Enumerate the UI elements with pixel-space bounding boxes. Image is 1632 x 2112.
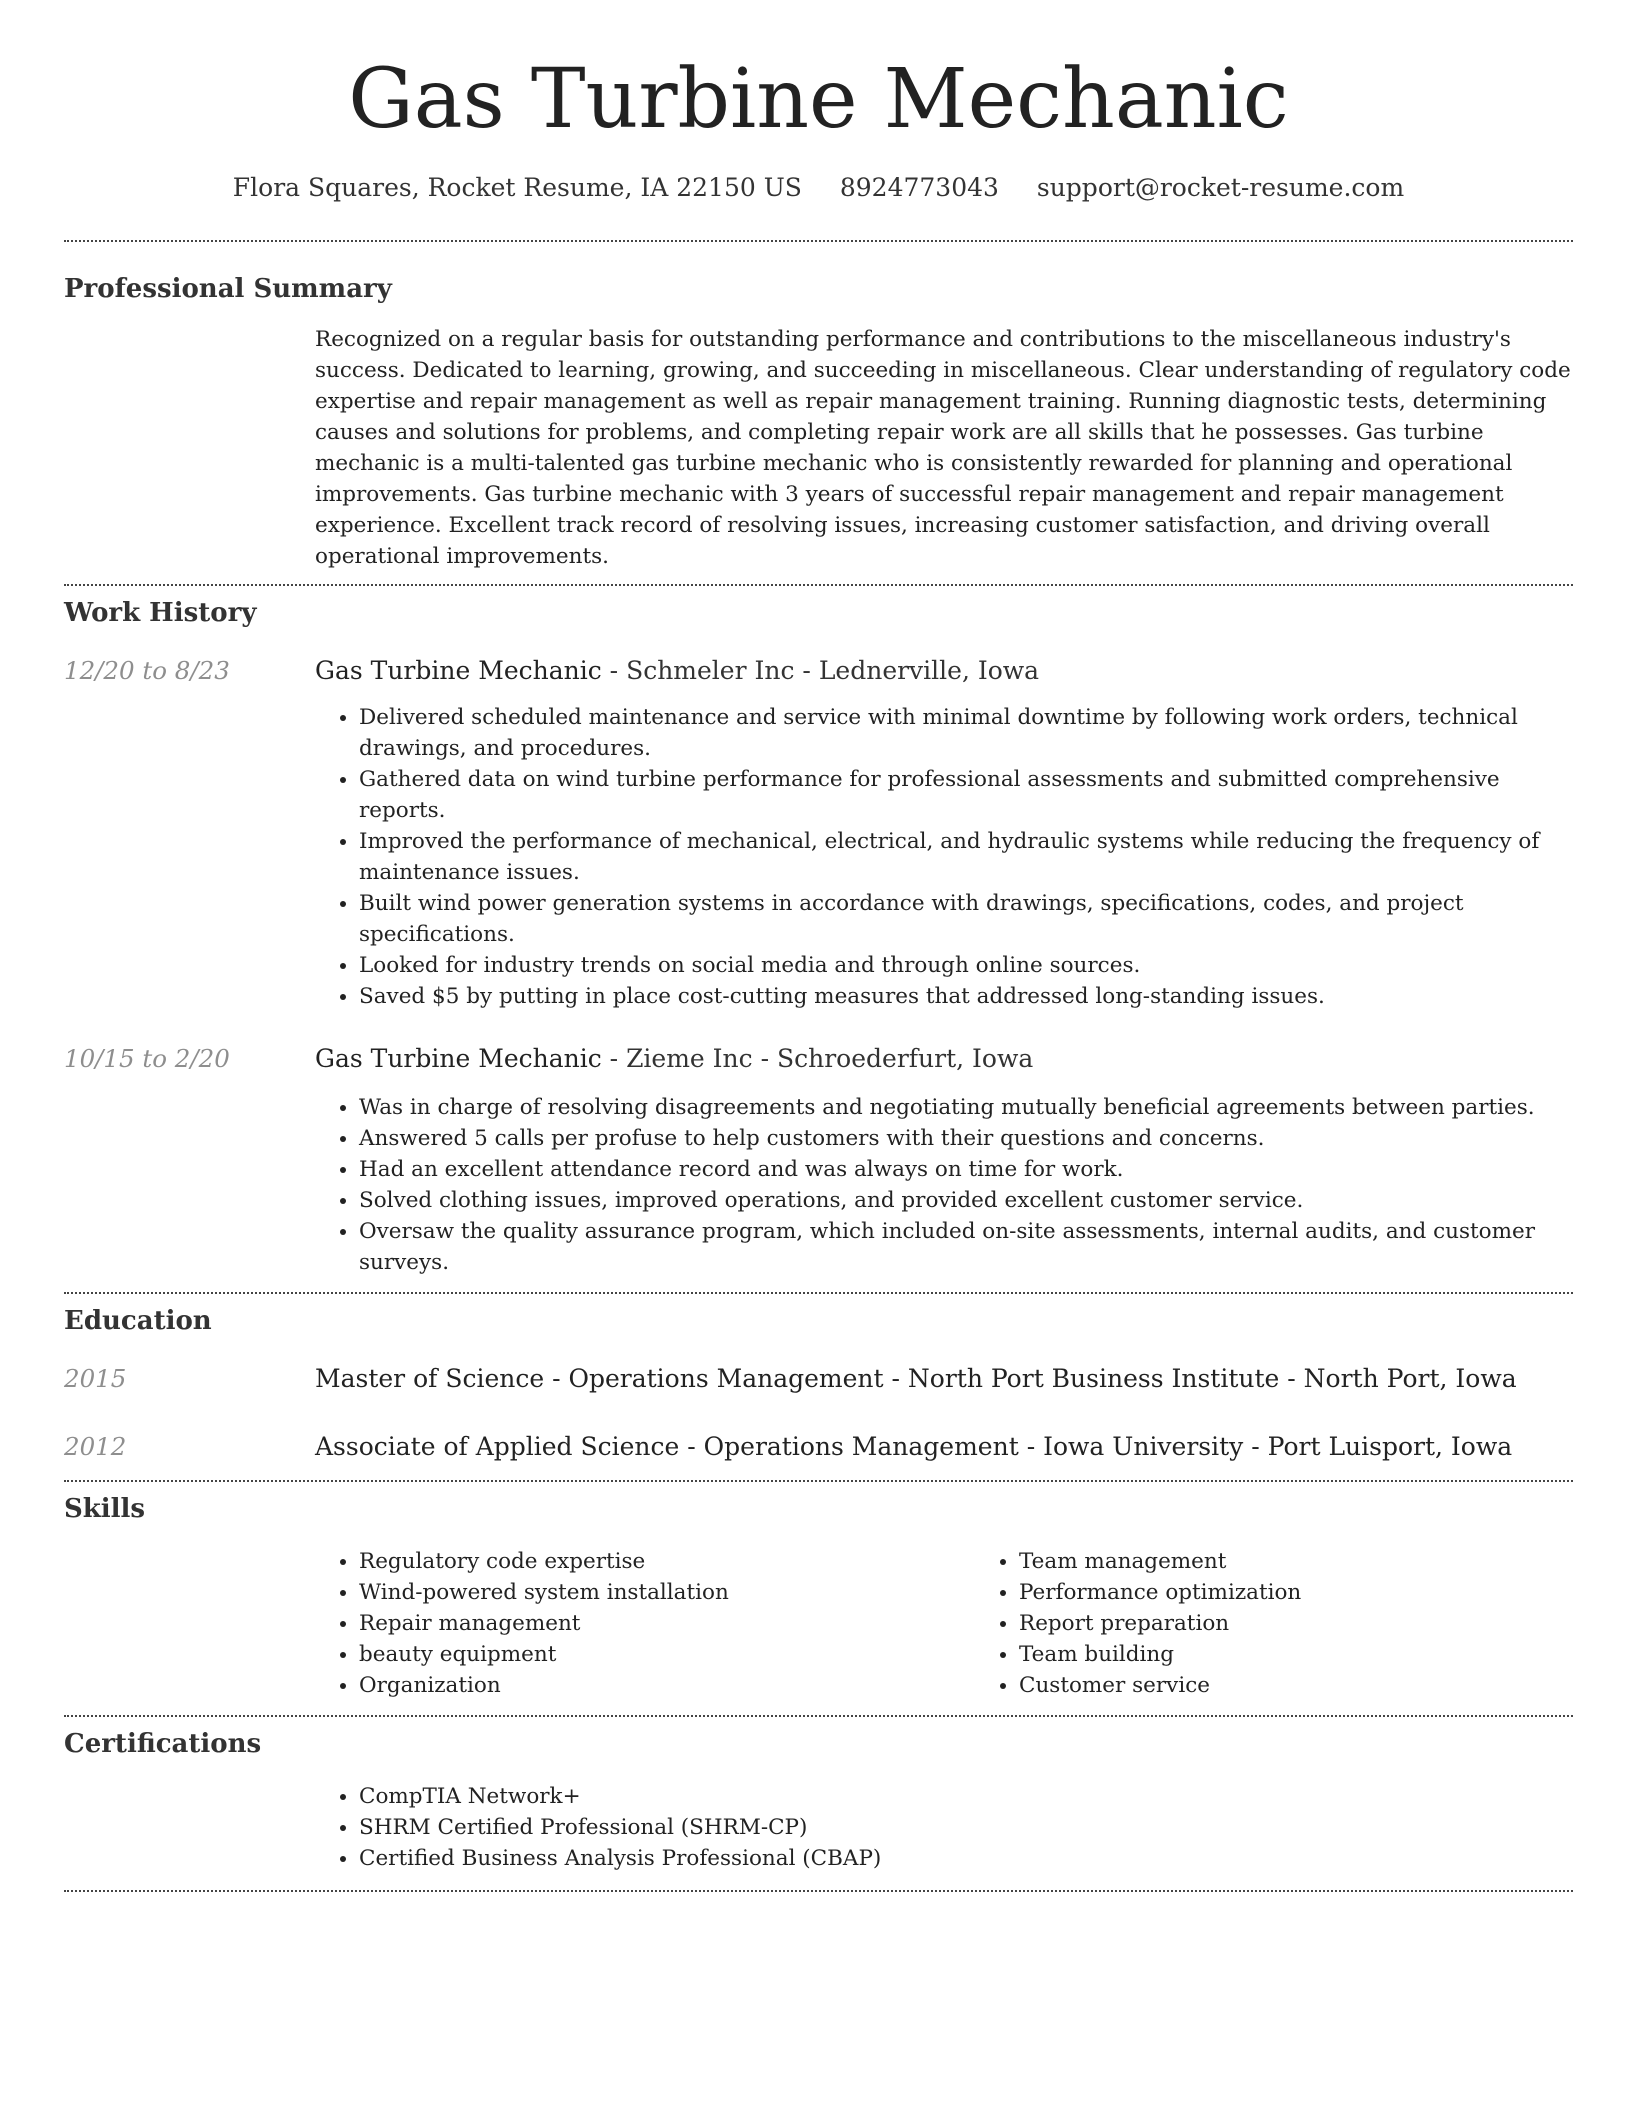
resume-page (64, 0, 1573, 1892)
skills-list-right (975, 1546, 1632, 1701)
job-role: Gas Turbine Mechanic (315, 656, 602, 685)
list-item: • Delivered scheduled maintenance and service with minimal downtime by following work orders, technical drawings, and procedures. (359, 702, 1573, 764)
summary-heading: Professional Summary (64, 274, 392, 304)
education-year: 2015 (64, 1364, 127, 1393)
list-item: • Built wind power generation systems in accordance with drawings, specifications, codes, and project specifications. (359, 888, 1573, 950)
education-heading: Education (64, 1306, 212, 1336)
resume-name: Gas Turbine Mechanic (348, 52, 1289, 147)
contact-email: support@rocket-resume.com (1036, 173, 1405, 202)
education-school: North Port Business Institute (907, 1364, 1280, 1393)
job-bullets (315, 702, 1573, 1012)
certifications-heading: Certifications (64, 1729, 262, 1759)
summary-text: Recognized on a regular basis for outstanding performance and contributions to the miscellaneous industry's success. Dedicated to learning, growing, and succeeding in miscellaneous. Clear understanding of regulatory code expertise and repair management as well as repair management training. Running diagnostic tests, determining causes and solutions for problems, and completing repair work are all skills that he possesses. Gas turbine mechanic is a multi-talented gas turbine mechanic who is consistently rewarded for planning and operational improvements. Gas turbine mechanic with 3 years of successful repair management and repair management experience. Excellent track record of resolving issues, increasing customer satisfaction, and driving overall operational improvements. (315, 327, 1571, 569)
contact-phone: 8924773043 (839, 173, 999, 202)
summary-section (64, 272, 1573, 572)
job-title: Gas Turbine Mechanic - Schmeler Inc - Lednerville, Iowa (315, 656, 1040, 685)
skills-list-left (315, 1546, 975, 1701)
education-location: Port Luisport, Iowa (1267, 1432, 1513, 1461)
job-company: Schmeler Inc (626, 656, 795, 685)
work-section (64, 596, 1573, 1278)
education-entry (64, 1430, 1573, 1464)
skills-heading: Skills (64, 1494, 146, 1524)
list-item: • Improved the performance of mechanical, electrical, and hydraulic systems while reducing the frequency of maintenance issues. (359, 826, 1573, 888)
list-item: • Saved $5 by putting in place cost-cutting measures that addressed long-standing issues. (359, 981, 1573, 1012)
job-dates: 10/15 to 2/20 (64, 1044, 230, 1073)
skill-item: • Customer service (1019, 1670, 1632, 1701)
education-degree: Master of Science - Operations Management (315, 1364, 884, 1393)
job-company: Zieme Inc (626, 1044, 753, 1073)
list-item: • Answered 5 calls per profuse to help customers with their questions and concerns. (359, 1123, 1573, 1154)
list-item: • Solved clothing issues, improved operations, and provided excellent customer service. (359, 1185, 1573, 1216)
certifications-section (64, 1727, 1573, 1874)
skill-item: • Report preparation (1019, 1608, 1632, 1639)
contact-address: Flora Squares, Rocket Resume, IA 22150 US (232, 173, 802, 202)
job-dates: 12/20 to 8/23 (64, 656, 230, 685)
education-entry (64, 1362, 1573, 1396)
job-title: Gas Turbine Mechanic - Zieme Inc - Schroederfurt, Iowa (315, 1044, 1034, 1073)
education-title: Associate of Applied Science - Operations Management - Iowa University - Port Luisport, Iowa (315, 1432, 1513, 1461)
divider (64, 1890, 1573, 1892)
job-location: Lednerville, Iowa (818, 656, 1040, 685)
job-role: Gas Turbine Mechanic (315, 1044, 602, 1073)
education-degree: Associate of Applied Science - Operations Management (315, 1432, 1019, 1461)
list-item: • Looked for industry trends on social media and through online sources. (359, 950, 1573, 981)
divider (64, 240, 1573, 242)
list-item: • Gathered data on wind turbine performance for professional assessments and submitted comprehensive reports. (359, 764, 1573, 826)
contact-line (64, 170, 1573, 206)
job-entry (64, 654, 1573, 1012)
skill-item: • Regulatory code expertise (359, 1546, 975, 1577)
skill-item: • Organization (359, 1670, 975, 1701)
certification-item: • CompTIA Network+ (359, 1781, 1573, 1812)
skill-item: • Team management (1019, 1546, 1632, 1577)
divider (64, 584, 1573, 586)
certification-item: • Certified Business Analysis Professional (CBAP) (359, 1843, 1573, 1874)
skill-item: • Repair management (359, 1608, 975, 1639)
education-section (64, 1304, 1573, 1464)
divider (64, 1292, 1573, 1294)
job-location: Schroederfurt, Iowa (777, 1044, 1034, 1073)
list-item: • Oversaw the quality assurance program, which included on-site assessments, internal audits, and customer surveys. (359, 1216, 1573, 1278)
list-item: • Had an excellent attendance record and was always on time for work. (359, 1154, 1573, 1185)
skills-section (64, 1492, 1573, 1701)
list-item: • Was in charge of resolving disagreements and negotiating mutually beneficial agreements between parties. (359, 1092, 1573, 1123)
education-title: Master of Science - Operations Management - North Port Business Institute - North Port, Iowa (315, 1364, 1517, 1393)
divider (64, 1480, 1573, 1482)
skill-item: • Performance optimization (1019, 1577, 1632, 1608)
education-year: 2012 (64, 1432, 127, 1461)
work-heading: Work History (64, 598, 257, 628)
certifications-list (315, 1781, 1573, 1874)
skill-item: • Team building (1019, 1639, 1632, 1670)
education-location: North Port, Iowa (1303, 1364, 1517, 1393)
skill-item: • beauty equipment (359, 1639, 975, 1670)
education-school: Iowa University (1043, 1432, 1244, 1461)
divider (64, 1715, 1573, 1717)
job-bullets (315, 1092, 1573, 1278)
skill-item: • Wind-powered system installation (359, 1577, 975, 1608)
job-entry (64, 1042, 1573, 1278)
certification-item: • SHRM Certified Professional (SHRM-CP) (359, 1812, 1573, 1843)
